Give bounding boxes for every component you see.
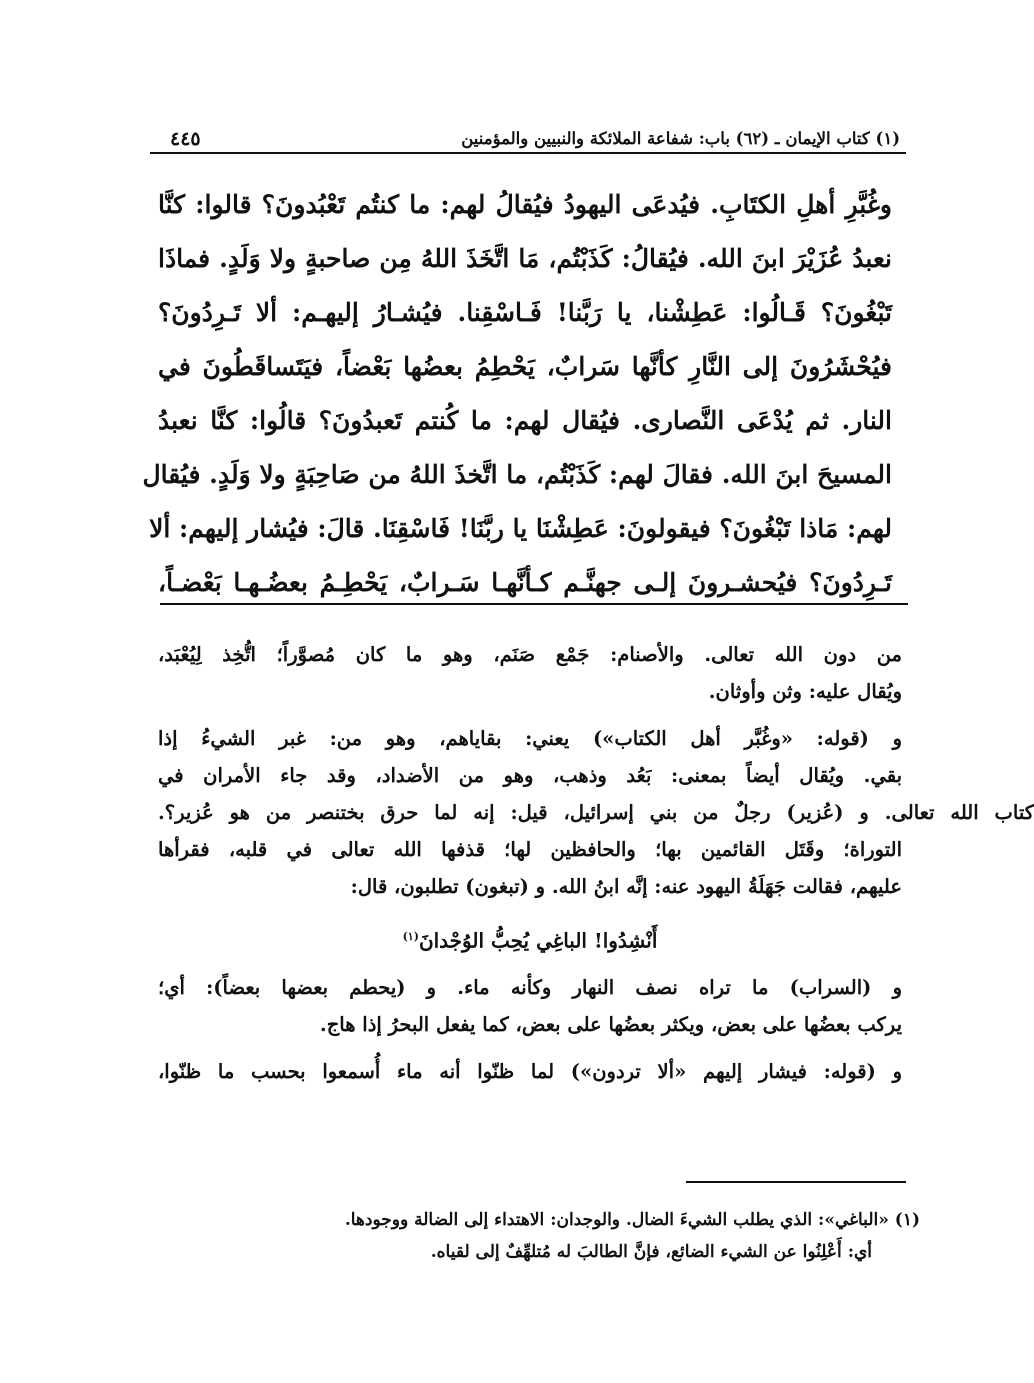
note-line: و (قوله: فيشار إليهم «ألا تردون») لما ظنّوا أنه ماء أُسمعوا بحسب ما ظنّوا،	[158, 1060, 902, 1083]
text-line: نعبدُ عُزَيْرَ ابنَ الله. فيُقالُ: كَذَبْتُم، مَا اتَّخَذَ اللهُ مِن صاحبةٍ ولا وَلَدٍ. فماذَا	[158, 244, 892, 273]
poetry-verse	[158, 915, 902, 959]
note-line: كتاب الله تعالى. و (عُزير) رجلٌ من بني إسرائيل، قيل: إنه لما حرق بختنصر من هو عُزير؟.	[158, 801, 1034, 824]
commentary-paragraph	[158, 720, 1034, 905]
text-line: فيُحْشَرُونَ إلى النَّارِ كأنَّها سَرابٌ، يَحْطِمُ بعضُها بَعْضاً، فيَتَساقَطُونَ في	[158, 352, 892, 381]
footnote-line: أي: أَعْلِنُوا عن الشيء الضائع، فإنَّ الطالبَ له مُتلهِّفٌ إلى لقياه.	[430, 1242, 872, 1262]
page-number: ٤٤٥	[170, 128, 201, 150]
verse-text: أَنْشِدُوا! الباغِي يُحِبُّ الوُجْدانَ	[418, 928, 658, 953]
running-header	[150, 122, 910, 156]
hadith-text	[142, 178, 892, 610]
text-line: تَبْغُونَ؟ قَـالُوا: عَطِشْنا، يا رَبَّنا! فَـاسْقِنا. فيُشـارُ إليهـم: ألا تَـرِدُونَ؟	[158, 298, 892, 327]
commentary	[158, 636, 1034, 1100]
note-line: عليهم، فقالت جَهَلَةُ اليهود عنه: إنَّه ابنُ الله. و (تبغون) تطلبون، قال:	[350, 875, 902, 898]
text-line: تَـرِدُونَ؟ فيُحشـرونَ إلـى جهنَّـم كـأنَّهـا سَـرابٌ، يَحْطِـمُ بعضُـهـا بَعْضـاً،	[158, 568, 892, 597]
note-line: و (قوله: «وغُبَّر أهل الكتاب») يعني: بقاياهم، وهو من: غبر الشيءُ إذا	[158, 727, 902, 750]
footnote-line: (١) «الباغي»: الذي يطلب الشيءَ الضال. والوجدان: الاهتداء إلى الضالة ووجودها.	[344, 1210, 920, 1230]
header-rule	[150, 152, 906, 154]
note-line: التوراة؛ وقَتَل القائمين بها؛ والحافظين لها؛ قذفها الله تعالى في قلبه، فقرأها	[158, 838, 902, 861]
commentary-paragraph	[158, 636, 902, 710]
note-line: بقي. ويُقال أيضاً بمعنى: بَعُد وذهب، وهو من الأضداد، وقد جاء الأمران في	[158, 764, 902, 787]
footnote-ref: (١)	[402, 930, 419, 943]
note-line: من دون الله تعالى. والأصنام: جَمْع صَنَم، وهو ما كان مُصوَّراً؛ اتُّخِذ لِيُعْبَد،	[158, 643, 902, 666]
note-line: ويُقال عليه: وثن وأوثان.	[708, 680, 902, 703]
commentary-paragraph	[158, 1053, 902, 1090]
footnote-divider	[686, 1181, 906, 1183]
text-line: المسيحَ ابنَ الله. فقالَ لهم: كَذَبْتُم، ما اتَّخذَ اللهُ من صَاحِبَةٍ ولا وَلَدٍ. فيُقال	[142, 460, 892, 489]
text-line: النار. ثم يُدْعَى النَّصارى. فيُقال لهم: ما كُنتم تَعبدُونَ؟ قالُوا: كنَّا نعبدُ	[158, 406, 892, 435]
text-line: وغُبَّرِ أهلِ الكتَابِ. فيُدعَى اليهودُ فيُقالُ لهم: ما كنتُم تَعْبُدونَ؟ قالوا: كنَّا	[158, 190, 892, 219]
verse-block	[158, 915, 902, 959]
commentary-paragraph	[158, 969, 902, 1043]
text-line: لهم: مَاذا تَبْغُونَ؟ فيقولونَ: عَطِشْنَا يا ربَّنَا! فَاسْقِنَا. قالَ: فيُشار إليهم: ألا	[149, 514, 892, 543]
note-line: يركب بعضُها على بعض، ويكثر بعضُها على بعض، كما يفعل البحرُ إذا هاج.	[319, 1013, 902, 1036]
footnotes	[230, 1204, 920, 1268]
header-title: (١) كتاب الإيمان ـ (٦٢) باب: شفاعة الملائكة والنبيين والمؤمنين	[461, 129, 900, 148]
section-divider	[160, 603, 908, 605]
note-line: و (السراب) ما تراه نصف النهار وكأنه ماء. و (يحطم بعضها بعضاً): أي؛	[158, 976, 902, 999]
